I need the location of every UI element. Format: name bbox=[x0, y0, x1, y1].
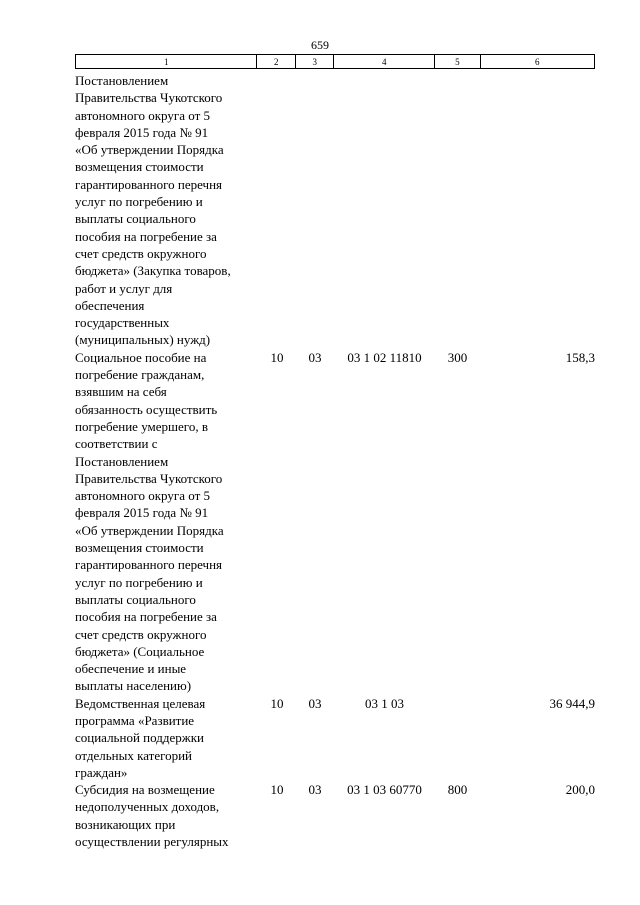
table-row bbox=[75, 349, 595, 695]
column-header-row bbox=[76, 55, 595, 69]
row-expense-type: 300 bbox=[447, 349, 468, 365]
column-header-3: 3 bbox=[295, 55, 334, 69]
row-amount: 200,0 bbox=[565, 782, 595, 798]
page-number: 659 bbox=[311, 38, 329, 52]
table-row bbox=[75, 72, 595, 349]
column-header-6: 6 bbox=[480, 55, 594, 69]
row-description: Субсидия на возмещение недополученных доходов, возникающих при осуществлении регулярных bbox=[75, 782, 229, 850]
row-amount: 36 944,9 bbox=[549, 695, 595, 711]
row-description: Постановлением Правительства Чукотского автономного округа от 5 февраля 2015 года № 91 «Об утверждении Порядка возмещения стоимости гарантированного перечня услуг по погребению и выплаты социального пособия на погребение за счет средств окружного бюджета» (Закупка товаров, работ и услуг для обеспечения государственных (муниципальных) нужд) bbox=[75, 73, 231, 348]
row-expense-type: 800 bbox=[447, 782, 468, 798]
column-header-1: 1 bbox=[76, 55, 257, 69]
column-header-2: 2 bbox=[257, 55, 296, 69]
column-header-table bbox=[75, 54, 595, 69]
row-subsection: 03 bbox=[308, 349, 322, 365]
row-section: 10 bbox=[270, 349, 284, 365]
column-header-5: 5 bbox=[435, 55, 480, 69]
row-description: Социальное пособие на погребение гражданам, взявшим на себя обязанность осуществить погребение умершего, в соответствии с Постановлением Правительства Чукотского автономного округа от 5 февраля 2015 года № 91 «Об утверждении Порядка возмещения стоимости гарантированного перечня услуг по погребению и выплаты социального пособия на погребение за счет средств окружного бюджета» (Социальное обеспечение и иные выплаты населению) bbox=[75, 349, 224, 694]
table-row bbox=[75, 695, 595, 781]
row-section: 10 bbox=[270, 695, 284, 711]
column-header-4: 4 bbox=[334, 55, 435, 69]
row-amount: 158,3 bbox=[565, 349, 595, 365]
budget-table-body bbox=[75, 72, 595, 850]
row-target-article: 03 1 03 bbox=[365, 695, 404, 711]
row-section: 10 bbox=[270, 782, 284, 798]
row-subsection: 03 bbox=[308, 782, 322, 798]
row-target-article: 03 1 03 60770 bbox=[347, 782, 422, 798]
row-description: Ведомственная целевая программа «Развитие социальной поддержки отдельных категорий граждан» bbox=[75, 695, 206, 780]
row-subsection: 03 bbox=[308, 695, 322, 711]
table-row bbox=[75, 781, 595, 850]
row-target-article: 03 1 02 11810 bbox=[347, 349, 422, 365]
